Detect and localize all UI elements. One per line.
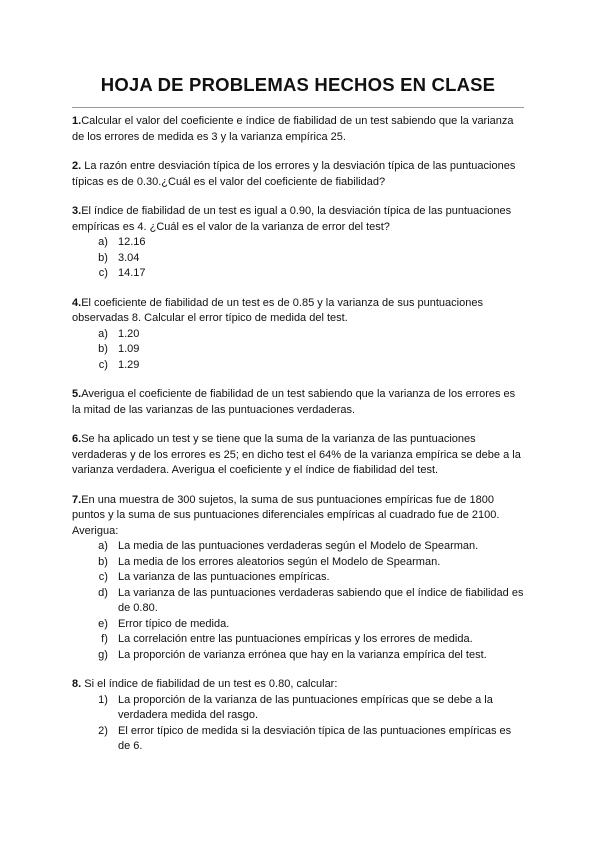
problem-number: 5. [72,388,82,400]
problem-text: Calcular el valor del coeficiente e índice de fiabilidad de un test sabiendo que la varianza de los errores de medida es 3 y la varianza empírica 25. [72,115,514,143]
sub-question: 2. El error típico de medida si la desviación típica de las puntuaciones empíricas es de 6. [114,724,524,755]
answer-options [72,327,524,374]
sub-questions [72,693,524,755]
problem-4 [72,296,524,374]
sub-question: g. La proporción de varianza errónea que hay en la varianza empírica del test. [114,648,524,664]
problem-7 [72,493,524,664]
sub-questions [72,539,524,663]
answer-option: a. 12.16 [114,235,524,251]
problem-text: El coeficiente de fiabilidad de un test es de 0.85 y la varianza de sus puntuaciones observadas 8. Calcular el error típico de medida del test. [72,296,483,324]
problem-list [72,114,524,769]
problem-number: 2. [72,160,82,172]
problem-number: 1. [72,115,82,127]
answer-option: a. 1.20 [114,327,524,343]
problem-text: Se ha aplicado un test y se tiene que la suma de la varianza de las puntuaciones verdaderas y de los errores es 25; en dicho test el 64% de la varianza empírica se debe a la varianza verdadera. Averigua el coeficiente y el índice de fiabilidad del test. [72,433,521,476]
problem-text: Averigua el coeficiente de fiabilidad de un test sabiendo que la varianza de los errores es la mitad de las varianzas de las puntuaciones verdaderas. [72,388,516,416]
problem-6 [72,432,524,479]
problem-5 [72,387,524,418]
answer-option: b. 3.04 [114,251,524,267]
problem-text: La razón entre desviación típica de los errores y la desviación típica de las puntuaciones típicas es de 0.30.¿Cuál es el valor del coeficiente de fiabilidad? [72,160,516,188]
problem-text: Si el índice de fiabilidad de un test es 0.80, calcular: [81,678,338,690]
sub-question: d. La varianza de las puntuaciones verdaderas sabiendo que el índice de fiabilidad es de 0.80. [114,586,524,617]
sub-question: c. La varianza de las puntuaciones empíricas. [114,570,524,586]
title-divider [72,107,524,108]
problem-2 [72,159,524,190]
problem-number: 3. [72,205,82,217]
answer-option: b. 1.09 [114,342,524,358]
problem-number: 7. [72,493,82,506]
problem-number: 8. [72,678,82,690]
problem-number: 4. [72,296,82,309]
answer-options [72,235,524,282]
problem-number: 6. [72,433,82,445]
sub-question: e. Error típico de medida. [114,617,524,633]
answer-option: c. 14.17 [114,266,524,282]
sub-question: 1. La proporción de la varianza de las puntuaciones empíricas que se debe a la verdadera medida del rasgo. [114,693,524,724]
page-title: HOJA DE PROBLEMAS HECHOS EN CLASE [100,74,496,95]
problem-3 [72,204,524,282]
sub-question: a. La media de las puntuaciones verdaderas según el Modelo de Spearman. [114,539,524,555]
answer-option: c. 1.29 [114,358,524,374]
sub-question: b. La media de los errores aleatorios según el Modelo de Spearman. [114,555,524,571]
problem-text: El índice de fiabilidad de un test es igual a 0.90, la desviación típica de las puntuaciones empíricas es 4. ¿Cuál es el valor de la varianza de error del test? [72,205,512,233]
sub-question: f. La correlación entre las puntuaciones empíricas y los errores de medida. [114,632,524,648]
problem-1 [72,114,524,145]
problem-text: En una muestra de 300 sujetos, la suma de sus puntuaciones empíricas fue de 1800 puntos y la suma de sus puntuaciones diferenciales empíricas al cuadrado fue de 2100. Averigua: [72,493,500,537]
problem-8 [72,677,524,755]
